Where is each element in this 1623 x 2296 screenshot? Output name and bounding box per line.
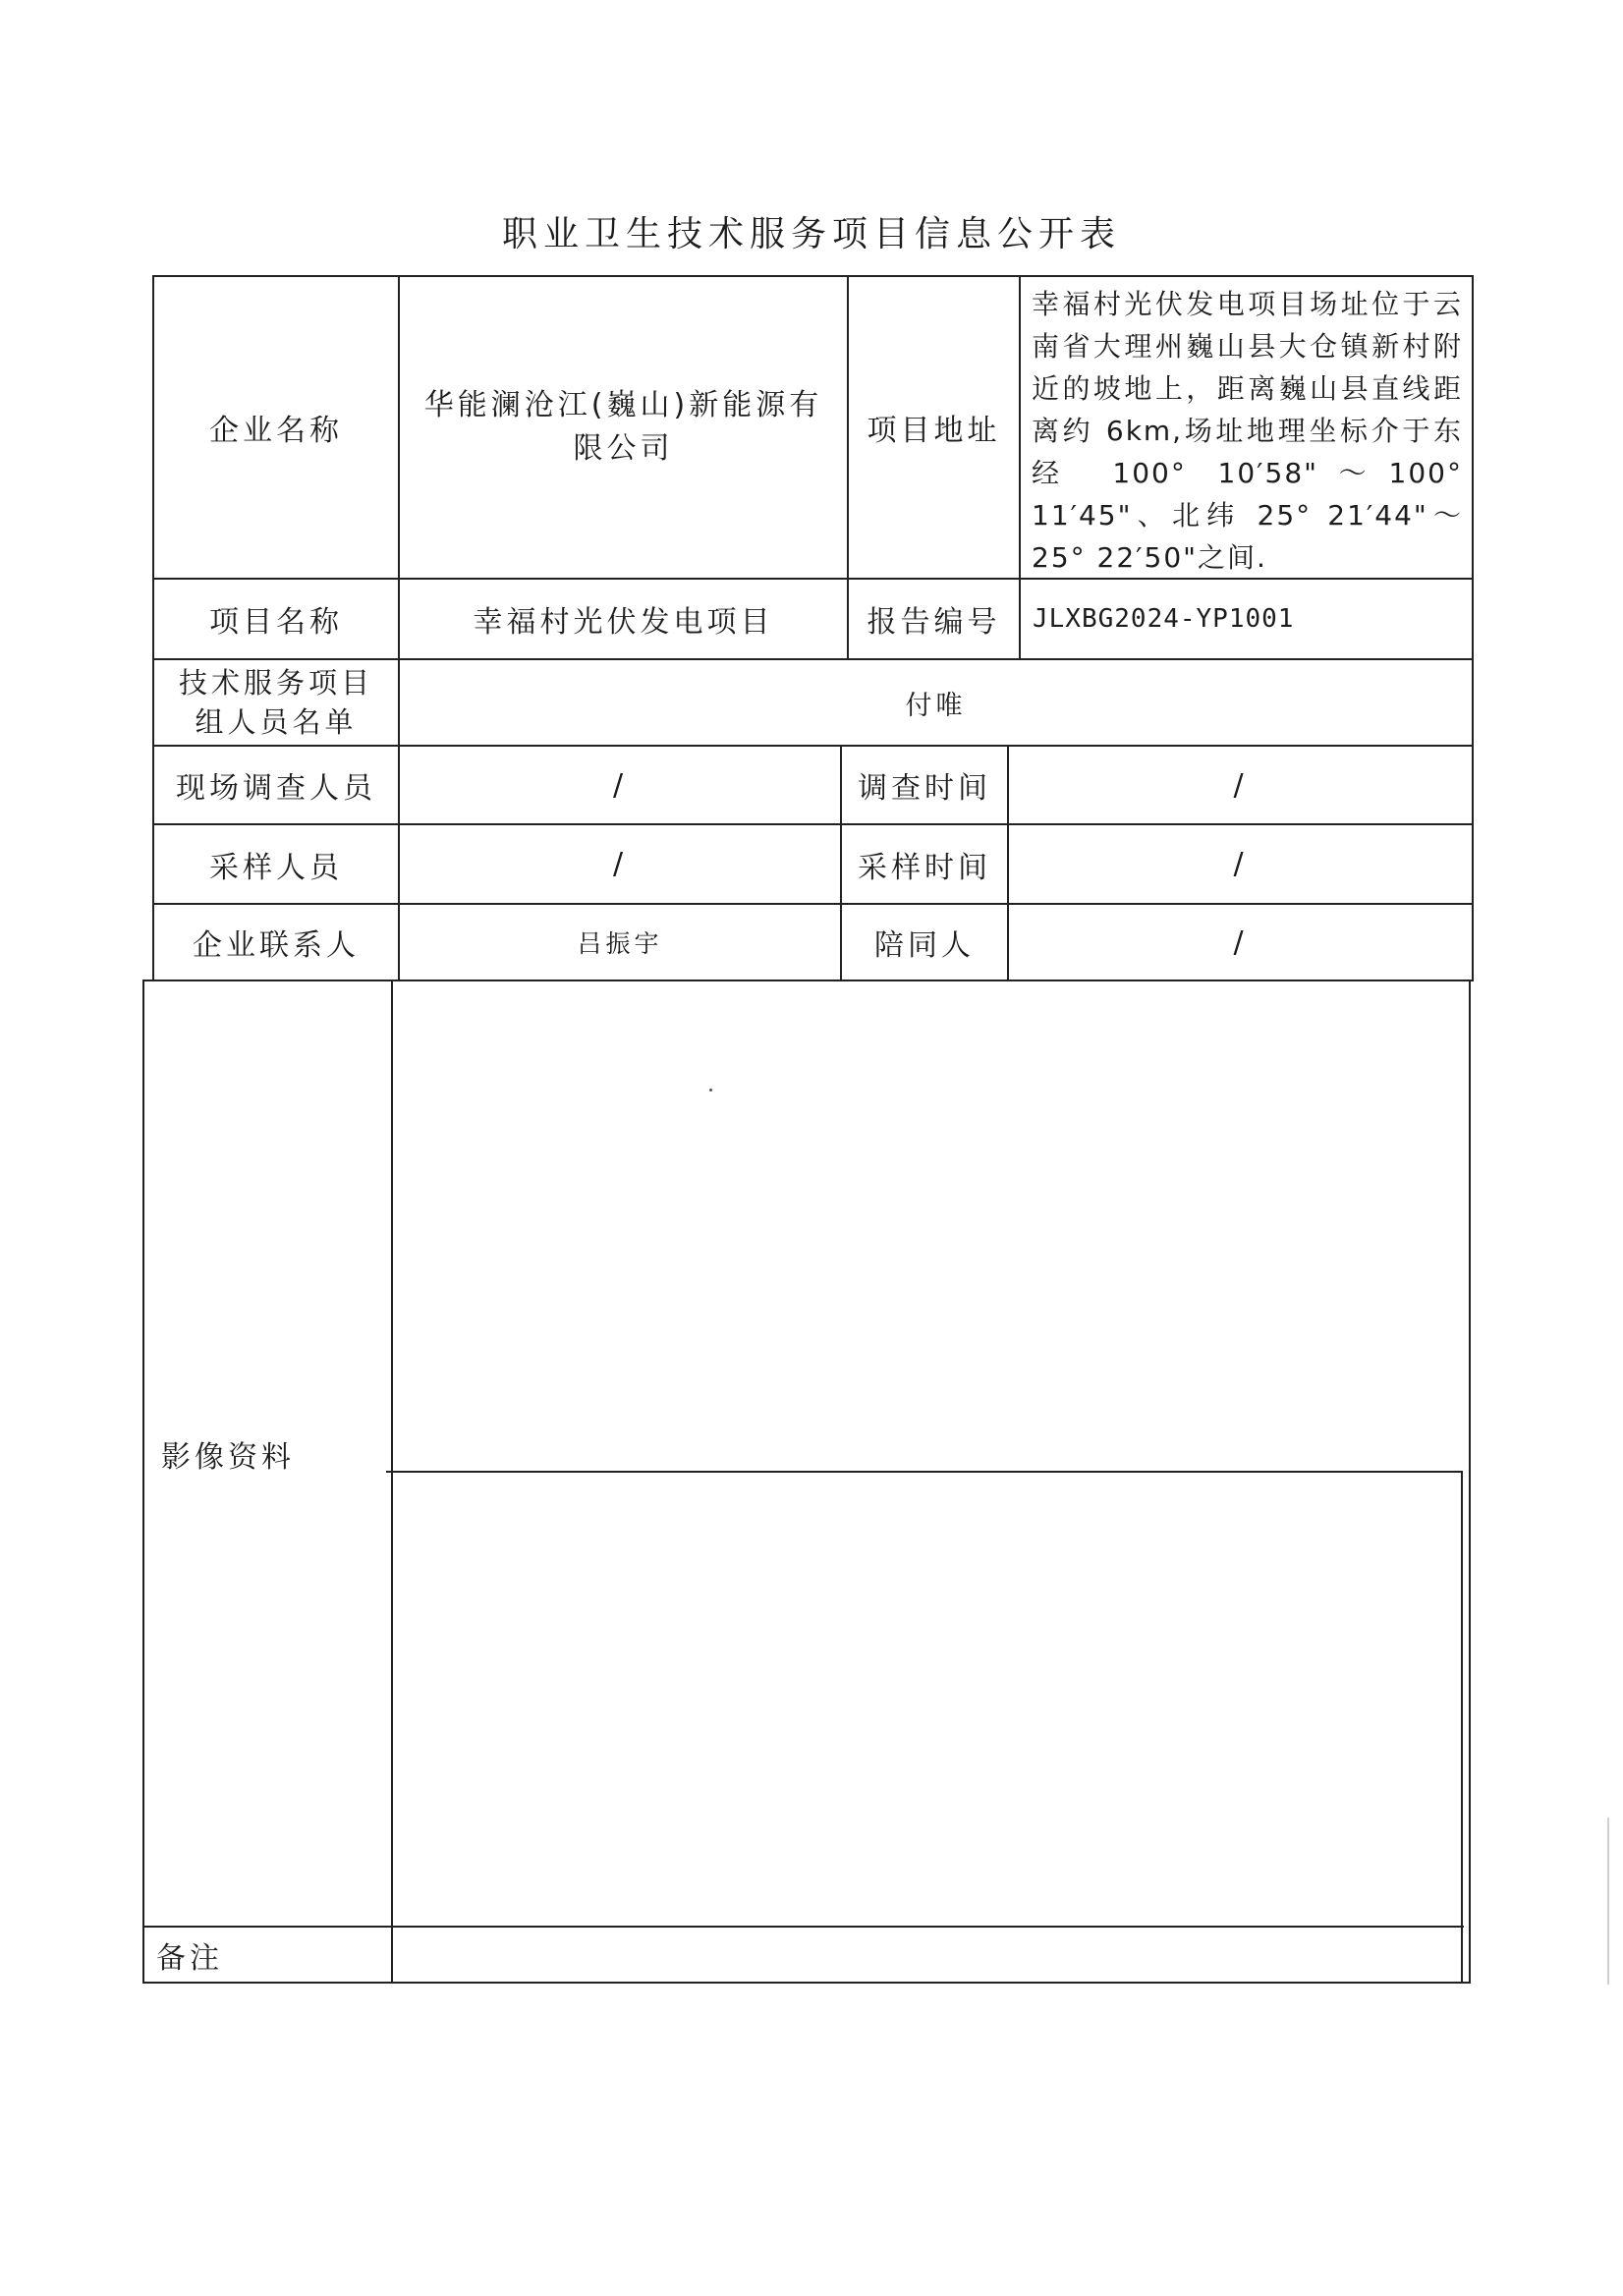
report-number-value: JLXBG2024-YP1001: [1033, 604, 1295, 634]
report-number-label: 报告编号: [867, 605, 1001, 640]
company-name-value: 华能澜沧江(巍山)新能源有限公司: [423, 388, 823, 466]
sampling-time-label: 采样时间: [858, 850, 991, 885]
sampling-staff-value: /: [612, 847, 628, 881]
sampling-staff-label: 采样人员: [209, 850, 343, 885]
image-slot-2: [393, 1473, 1461, 1926]
remarks-value: [393, 1928, 1461, 1982]
project-address-value: 幸福村光伏发电项目场址位于云南省大理州巍山县大仓镇新村附近的坡地上，距离巍山县直线距离约 6km,场址地理坐标介于东经 100° 10′58"～100° 11′45"、北纬 25° 21′44"～25° 22′50"之间.: [1032, 288, 1463, 574]
escort-value: /: [1233, 924, 1248, 960]
survey-time-value: /: [1233, 767, 1248, 803]
survey-staff-value: /: [612, 767, 628, 803]
survey-time-label: 调查时间: [858, 771, 991, 806]
project-address-label: 项目地址: [867, 414, 1001, 448]
images-label: 影像资料: [161, 1440, 295, 1475]
company-contact-value: 吕振宇: [577, 929, 663, 958]
project-name-label: 项目名称: [209, 605, 343, 640]
survey-staff-label: 现场调查人员: [176, 771, 376, 806]
company-contact-label: 企业联系人: [193, 928, 360, 963]
team-members-label: 技术服务项目组人员名单: [178, 666, 373, 739]
company-name-label: 企业名称: [209, 414, 343, 448]
sampling-time-value: /: [1233, 847, 1248, 881]
page-title: 职业卫生技术服务项目信息公开表: [501, 214, 1121, 254]
team-members-value: 付唯: [905, 690, 967, 721]
project-name-value: 幸福村光伏发电项目: [473, 605, 774, 640]
image-slot-1: [393, 981, 1469, 1471]
remarks-label: 备注: [156, 1940, 223, 1976]
escort-label: 陪同人: [874, 928, 975, 963]
